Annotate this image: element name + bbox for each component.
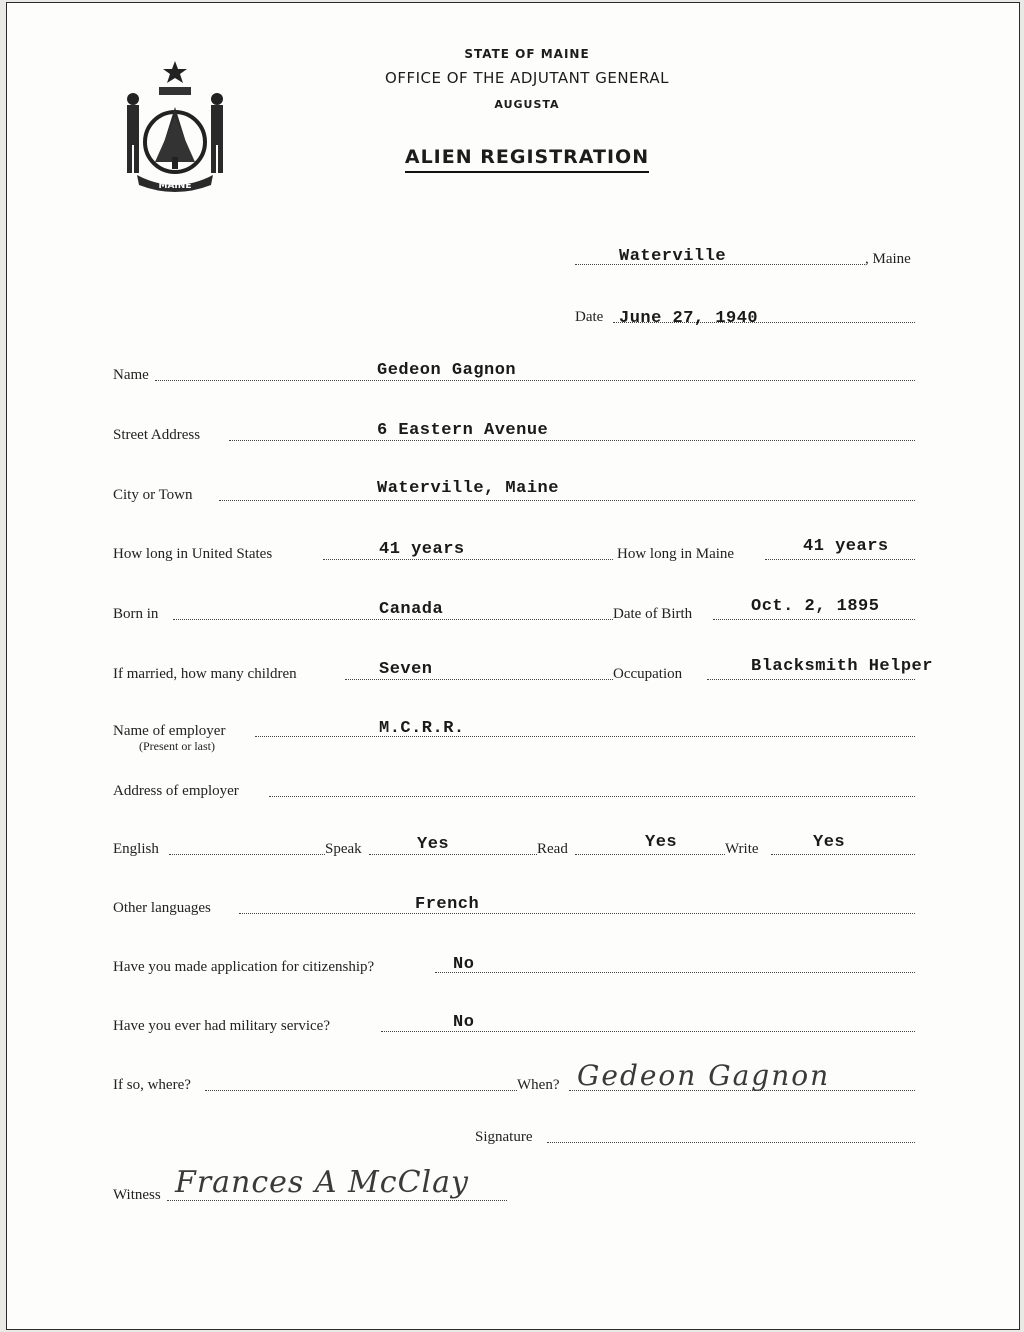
employer-value: M.C.R.R. xyxy=(379,719,465,738)
employer-sublabel: (Present or last) xyxy=(139,739,215,753)
employer-line xyxy=(255,736,915,737)
form-title: ALIEN REGISTRATION xyxy=(337,146,717,168)
speak-label: Speak xyxy=(325,841,362,857)
city-value: Waterville, Maine xyxy=(377,479,559,498)
citizenship-label: Have you made application for citizenship? xyxy=(113,959,375,975)
born-label: Born in xyxy=(113,606,159,622)
other-languages-label: Other languages xyxy=(113,900,211,916)
place-value: Waterville xyxy=(619,247,727,266)
name-value: Gedeon Gagnon xyxy=(377,361,517,380)
children-line xyxy=(345,679,613,680)
children-label: If married, how many children xyxy=(113,666,297,682)
citizenship-line xyxy=(435,972,915,973)
speak-value: Yes xyxy=(417,835,450,854)
read-label: Read xyxy=(537,841,568,857)
citizenship-value: No xyxy=(453,955,475,974)
where-line xyxy=(205,1090,517,1091)
name-line xyxy=(155,380,915,381)
street-value: 6 Eastern Avenue xyxy=(377,421,549,440)
state-heading: STATE OF MAINE xyxy=(464,47,590,61)
street-line xyxy=(229,440,915,441)
office-heading: OFFICE OF THE ADJUTANT GENERAL xyxy=(385,69,669,87)
maine-time-label: How long in Maine xyxy=(617,546,735,562)
us-time-line xyxy=(323,559,613,560)
signature-label: Signature xyxy=(475,1129,533,1145)
speak-line xyxy=(369,854,537,855)
witness-line xyxy=(167,1200,507,1201)
read-value: Yes xyxy=(645,833,678,852)
other-languages-line xyxy=(239,913,915,914)
english-label: English xyxy=(113,841,159,857)
signature-line xyxy=(547,1142,915,1143)
witness-handwriting: Frances A McClay xyxy=(175,1165,469,1200)
read-line xyxy=(575,854,725,855)
registration-form xyxy=(6,2,1020,1330)
occupation-label: Occupation xyxy=(613,666,683,682)
english-line xyxy=(169,854,325,855)
us-time-label: How long in United States xyxy=(113,546,273,562)
born-value: Canada xyxy=(379,600,444,619)
city-label: City or Town xyxy=(113,487,193,503)
svg-text:MAINE: MAINE xyxy=(158,181,192,191)
maine-time-value: 41 years xyxy=(803,537,889,556)
signature-handwriting: Gedeon Gagnon xyxy=(577,1059,831,1092)
other-languages-value: French xyxy=(415,895,480,914)
write-label: Write xyxy=(725,841,759,857)
state-seal-image xyxy=(115,57,235,192)
employer-address-line xyxy=(269,796,915,797)
street-label: Street Address xyxy=(113,427,201,443)
born-line xyxy=(173,619,613,620)
dob-label: Date of Birth xyxy=(613,606,693,622)
when-label: When? xyxy=(517,1077,560,1093)
where-label: If so, where? xyxy=(113,1077,191,1093)
occupation-value: Blacksmith Helper xyxy=(751,657,933,676)
write-value: Yes xyxy=(813,833,846,852)
children-value: Seven xyxy=(379,660,433,679)
dob-value: Oct. 2, 1895 xyxy=(751,597,880,616)
military-value: No xyxy=(453,1013,475,1032)
city-line xyxy=(219,500,915,501)
date-value: June 27, 1940 xyxy=(619,309,759,328)
name-label: Name xyxy=(113,367,149,383)
maine-time-line xyxy=(765,559,915,560)
military-label: Have you ever had military service? xyxy=(113,1018,330,1034)
write-line xyxy=(771,854,915,855)
us-time-value: 41 years xyxy=(379,540,465,559)
employer-label: Name of employer xyxy=(113,723,226,739)
employer-address-label: Address of employer xyxy=(113,783,239,799)
dob-line xyxy=(713,619,915,620)
occupation-line xyxy=(707,679,915,680)
place-suffix: , Maine xyxy=(865,251,911,267)
date-label: Date xyxy=(575,309,604,325)
city-heading: AUGUSTA xyxy=(494,98,560,111)
witness-label: Witness xyxy=(113,1187,161,1203)
